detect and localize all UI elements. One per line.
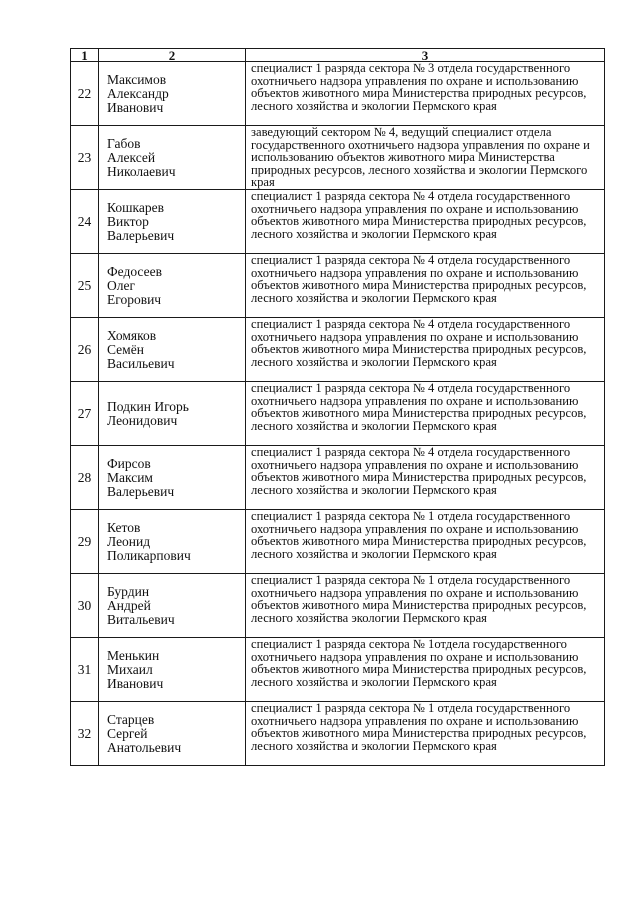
table-row [71, 254, 605, 318]
row-number: 29 [71, 510, 99, 574]
employee-name-line: Васильевич [107, 355, 175, 371]
employee-name-line: Менькин [107, 647, 160, 663]
employee-position: специалист 1 разряда сектора № 3 отдела государственного охотничьего надзора управления по охране и использованию объектов животного мира Министерства природных ресурсов, лесного хозяйства и экологии Пермского края [246, 62, 605, 126]
column-header-name: 2 [99, 49, 246, 62]
row-number: 26 [71, 318, 99, 382]
employee-name-cell [99, 638, 246, 702]
employee-name-line: Бурдин [107, 583, 150, 599]
employee-position: заведующий сектором № 4, ведущий специалист отдела государственного охотничьего надзора управления по охране и использованию объектов животного мира Министерства природных ресурсов, лесного хозяйства и экологии Пермского края [246, 126, 605, 190]
employee-name-cell [99, 126, 246, 190]
table-row [71, 638, 605, 702]
employee-name-line: Старцев [107, 711, 155, 727]
row-number: 27 [71, 382, 99, 446]
table-row [71, 446, 605, 510]
employee-name-cell [99, 382, 246, 446]
row-number: 25 [71, 254, 99, 318]
row-number: 32 [71, 702, 99, 766]
employee-name-cell [99, 318, 246, 382]
header-row [71, 49, 605, 62]
employee-name-line: Габов [107, 135, 141, 151]
employee-name-line: Михаил [107, 661, 153, 677]
employee-name-line: Семён [107, 341, 144, 357]
employee-name-line: Валерьевич [107, 227, 175, 243]
employee-name-cell [99, 190, 246, 254]
table-body [71, 62, 605, 766]
employee-name-line: Хомяков [107, 327, 157, 343]
row-number: 31 [71, 638, 99, 702]
employee-position: специалист 1 разряда сектора № 1отдела государственного охотничьего надзора управления по охране и использованию объектов животного мира Министерства природных ресурсов, лесного хозяйства и экологии Пермского края [246, 638, 605, 702]
employee-position: специалист 1 разряда сектора № 4 отдела государственного охотничьего надзора управления по охране и использованию объектов животного мира Министерства природных ресурсов, лесного хозяйства и экологии Пермского края [246, 318, 605, 382]
employee-position: специалист 1 разряда сектора № 1 отдела государственного охотничьего надзора управления по охране и использованию объектов животного мира Министерства природных ресурсов, лесного хозяйства и экологии Пермского края [246, 510, 605, 574]
employee-position: специалист 1 разряда сектора № 1 отдела государственного охотничьего надзора управления по охране и использованию объектов животного мира Министерства природных ресурсов, лесного хозяйства экологии Пермского края [246, 574, 605, 638]
employee-name-cell [99, 510, 246, 574]
employee-position: специалист 1 разряда сектора № 1 отдела государственного охотничьего надзора управления по охране и использованию объектов животного мира Министерства природных ресурсов, лесного хозяйства и экологии Пермского края [246, 702, 605, 766]
employee-name-line: Анатольевич [107, 739, 182, 755]
table-row [71, 126, 605, 190]
employee-name-line: Виктор [107, 213, 149, 229]
table-row [71, 190, 605, 254]
row-number: 30 [71, 574, 99, 638]
employee-table [70, 48, 605, 766]
employee-name-line: Леонид [107, 533, 151, 549]
column-header-position: 3 [246, 49, 605, 62]
employee-name-line: Фирсов [107, 455, 151, 471]
employee-name-line: Валерьевич [107, 483, 175, 499]
employee-name-line: Егорович [107, 291, 162, 307]
table-row [71, 574, 605, 638]
employee-name-line: Иванович [107, 675, 164, 691]
employee-name-cell [99, 702, 246, 766]
table-row [71, 510, 605, 574]
employee-name-line: Поликарпович [107, 547, 191, 563]
row-number: 22 [71, 62, 99, 126]
employee-name-line: Федосеев [107, 263, 162, 279]
employee-name-line: Витальевич [107, 611, 175, 627]
employee-name-cell [99, 254, 246, 318]
employee-name-line: Максим [107, 469, 153, 485]
table-row [71, 62, 605, 126]
column-header-number: 1 [71, 49, 99, 62]
employee-name-line: Иванович [107, 99, 164, 115]
employee-name-line: Кетов [107, 519, 141, 535]
employee-name-line: Андрей [107, 597, 151, 613]
employee-name-line: Алексей [107, 149, 156, 165]
table-row [71, 702, 605, 766]
employee-name-cell [99, 574, 246, 638]
table-row [71, 382, 605, 446]
employee-name-cell [99, 446, 246, 510]
employee-name-line: Сергей [107, 725, 148, 741]
employee-name-line: Леонидович [107, 412, 178, 428]
table-row [71, 318, 605, 382]
employee-name-line: Олег [107, 277, 136, 293]
employee-position: специалист 1 разряда сектора № 4 отдела государственного охотничьего надзора управления по охране и использованию объектов животного мира Министерства природных ресурсов, лесного хозяйства и экологии Пермского края [246, 382, 605, 446]
document-table-wrapper [70, 48, 604, 766]
employee-position: специалист 1 разряда сектора № 4 отдела государственного охотничьего надзора управления по охране и использованию объектов животного мира Министерства природных ресурсов, лесного хозяйства и экологии Пермского края [246, 254, 605, 318]
employee-name-line: Кошкарев [107, 199, 164, 215]
employee-name-cell [99, 62, 246, 126]
employee-name-line: Подкин Игорь [107, 398, 189, 414]
row-number: 23 [71, 126, 99, 190]
employee-position: специалист 1 разряда сектора № 4 отдела государственного охотничьего надзора управления по охране и использованию объектов животного мира Министерства природных ресурсов, лесного хозяйства и экологии Пермского края [246, 446, 605, 510]
employee-name-line: Николаевич [107, 163, 176, 179]
row-number: 24 [71, 190, 99, 254]
employee-position: специалист 1 разряда сектора № 4 отдела государственного охотничьего надзора управления по охране и использованию объектов животного мира Министерства природных ресурсов, лесного хозяйства и экологии Пермского края [246, 190, 605, 254]
row-number: 28 [71, 446, 99, 510]
employee-name-line: Александр [107, 85, 169, 101]
employee-name-line: Максимов [107, 71, 167, 87]
